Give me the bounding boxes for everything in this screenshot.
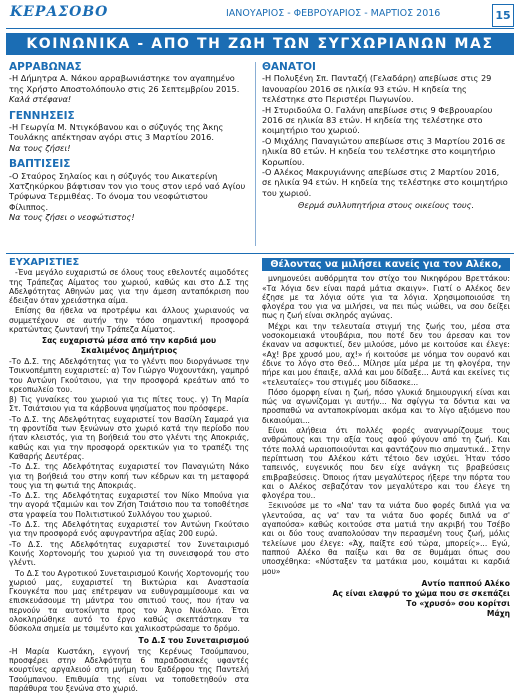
tribute-paragraph: Είναι αλήθεια ότι πολλές φορές αναγνωρίζουμε τους ανθρώπους και την αξία τους αφού φύγουν από τη ζωή. Και τότε πολλά ωραιοποιούνται και φαντάζουν πιο σημαντικά.. Στην περίπτωση του Αλέκου κάτι τέτοιο δεν ισχύει. Ήταν τόσο ταπεινός, ευγενικός που δεν είχε ανάγκη τις βραβεύσεις επιβραβεύσεις. Όποιος ήταν μεγαλύτερος ήξερε την πόρτα του και ο Αλέκος σεβαζόταν τον μεγαλύτερο και του έλεγε τη φλογέρα του..: [262, 426, 510, 501]
column-divider: [255, 62, 256, 246]
thanks-item: -Το Δ.Σ. της Αδελφότητας ευχαριστεί τον Αντώνη Γκούτσιο για την προσφορά ενός αφυγραντήρα αξίας 200 ευρώ.: [9, 520, 249, 539]
tribute-title: Θέλοντας να μιλήσει κανείς για τον Αλέκο,: [262, 258, 510, 271]
engagements-wish: Καλά στέφανα!: [9, 94, 72, 105]
engagements-title: ΑΡΡΑΒΩΝΑΣ: [9, 61, 82, 73]
engagements-text: -Η Δήμητρα Α. Νάκου αρραβωνιάστηκε τον αγαπημένο της Χρήστο Αποστολόπουλο στις 26 Σεπτεμβρίου 2015.: [9, 73, 240, 94]
cooperative-signature: Το Δ.Σ του Συνεταιρισμού: [138, 635, 249, 645]
signature-name: Μάχη: [486, 608, 510, 618]
deaths-title: ΘΑΝΑΤΟΙ: [262, 61, 316, 73]
death-entry: -Η Στυριδούλα Ο. Γαλάνη απεβίωσε στις 9 Φεβρουαρίου 2016 σε ηλικία 83 ετών. Η κηδεία της τελέστηκε στο κοιμητήριο του χωριού.: [262, 104, 493, 136]
engagements-block: [9, 62, 249, 105]
thanks-title: ΕΥΧΑΡΙΣΤΙΕΣ: [9, 257, 80, 268]
page-header: [6, 4, 514, 29]
donation-note: -Η Μαρία Κωστάκη, εγγονή της Κερένως Τσούμπανου, προσφέρει στην Αδελφότητα 6 παραδοσιακές υφαντές κουρτίνες αργαλειού στη μνήμη του ξαδέρφου της Παντελή Τσούμπανου. Επιθυμία της είναι να τοποθετηθούν στα παράθυρα του ξενώνα στο χωριό.: [9, 646, 249, 694]
baptisms-title: ΒΑΠΤΙΣΕΙΣ: [9, 158, 71, 171]
tribute-paragraph: μνημονεύει αυθόρμητα τον στίχο του Νικηφόρου Βρεττάκου: «Τα λόγια δεν είναι παρά μάτια σκαιγν». Γιατί ο Αλέκος δεν έζησε με τα λόγια ούτε για τα λόγια. Χρησιμοποιούσε τη φλογέρα του για να μιλήσει, να πει πώς νιώθει, να σου δείξει πως η ζωή είναι σκληρός αγώνας.: [262, 274, 510, 321]
births-block: [9, 111, 249, 154]
signature-line: Σας ευχαριστώ μέσα από την καρδιά μου: [41, 336, 217, 346]
signature-line: Ας είναι ελαφρύ το χώμα που σε σκεπάζει: [332, 588, 510, 598]
deaths-closing: Θερμά συλλυπητήρια στους οικείους τους.: [297, 200, 475, 211]
baptisms-text: -Ο Σταύρος Σηλαίος και η σύζυγός του Αικατερίνη Χατζηκύρκου βάφτισαν τον γιο τους στον ιερό ναό Αγίου Τρύφωνα Τερμιθέας. Το όνομα του νεοφώτιστου Φίλιππος.: [9, 170, 246, 212]
thanks-signature: [9, 336, 249, 355]
death-entry: -Ο Μιχάλης Παναγιώτου απεβίωσε στις 3 Μαρτίου 2016 σε ηλικία 80 ετών. Η κηδεία του τελέστηκε στο κοιμητήριο Κορωπίου.: [262, 135, 506, 167]
death-entry: -Ο Αλέκος Μακρυγιάννης απεβίωσε στις 2 Μαρτίου 2016, σε ηλικία 94 ετών. Η κηδεία της τελέστηκε στο κοιμητήριο του χωριού.: [262, 167, 508, 198]
births-title: ΓΕΝΝΗΣΕΙΣ: [9, 109, 75, 122]
baptisms-wish: Να τους ζήσει ο νεοφώτιστος!: [9, 212, 135, 223]
births-text: -Η Γεωργία Μ. Ντιγκόβανου και ο σύζυγός της Άκης Τουλάκης απέκτησαν αγόρι στις 3 Μαρτίου 2016.: [9, 122, 224, 143]
thanks-column: [9, 258, 249, 694]
section-banner: ΚΟΙΝΩΝΙΚΑ - ΑΠΟ ΤΗ ΖΩΗ ΤΩΝ ΣΥΓΧΩΡΙΑΝΩΝ ΜΑΣ: [6, 33, 514, 55]
births-wish: Να τους ζήσει!: [9, 142, 71, 153]
signature-name: Σκαλιμένος Δημήτριος: [80, 345, 178, 355]
thanks-paragraph: -Ένα μεγάλο ευχαριστώ σε όλους τους εθελοντές αιμοδότες της Τράπεζας Αίματος του χωριού, καθώς και στο Δ.Σ της Αδελφότητας Αθηνών μας για την άμεση ανταπόκριση που έδειξαν όταν χρειάστηκα αίμα.: [9, 268, 249, 306]
social-left-column: [9, 62, 249, 229]
signature-farewell: Αντίο παππού Αλέκο: [421, 578, 510, 588]
newspaper-name: ΚΕΡΑΣΟΒΟ: [10, 4, 109, 20]
tribute-paragraph: Μέχρι και την τελευταία στιγμή της ζωής του, μέσα στα νοσοκομειακά ντουβάρια, που ποτέ δεν του άρεσαν και τον έκαναν να ασφυκτιεί, δεν μιλούσε, μόνο με κοιτούσε και έλεγε: «Αχ! βρε χρυσό μου, αχ!» ή κοιτούσε με νόημα τον ουρανό και έδινε το λόγο στο Θεό... Μίλησε μία μέρα με τη φλογέρα, την πήρε και μου έπαιξε, αλλά και μου δίδαξε... Αυτά και εκείνες τις «τελευταίες» του στιγμές μου δίδασκε...: [262, 321, 510, 387]
thanks-item: -Το Δ.Σ. της Αδελφότητας ευχαριστεί τον Συνεταιρισμό Κοινής Χορτονομής του χωριού για τη συνεισφορά του στο γλέντι.: [9, 539, 249, 568]
thanks-item: Το Δ.Σ του Αγροτικού Συνεταιρισμού Κοινής Χορτονομής του χωριού μας, ευχαριστεί τη Βικτώρια και Αναστασία Γκουγκέτα που μας επέτρεψαν να ευθυγραμμίσουμε και να επισκευάσουμε τη μάντρα του σπιτιού τους, που ήταν να περνούν τα αυτοκίνητα προς τον Άγιο Νικόλαο. Έτσι ολοκληρώθηκε αυτό το έργο καθώς σκεπτάστηκαν τα δύσκολα σημεία με τσιμέντο και χαλικοστρώσαμε το δρόμο.: [9, 568, 249, 634]
death-entry: -Η Πολυξένη Σπ. Πανταζή (Γελαδάρη) απεβίωσε στις 29 Ιανουαρίου 2016 σε ηλικία 93 ετών. Η κηδεία της τελέστηκε στο Περιστέρι Πωγωνίου.: [262, 73, 492, 105]
page-number: 15: [492, 4, 514, 27]
tribute-signature: [262, 579, 510, 619]
thanks-item: -Το Δ.Σ. της Αδελφότητας ευχαριστεί τον Βασίλη Σαμαρά για τη φροντίδα των ξενώνων στο χωριό κατά την περίοδο που ήταν κλειστός, για τη βοήθειά του στο γλέντι της Αποκριάς, καθώς και για την προσφορά ορεκτικών για το τραπέζι της Καθαρής Δευτέρας.: [9, 414, 249, 461]
deaths-column: [262, 62, 510, 211]
tribute-paragraph: Ξεκινούσε με το «Να' ταν τα νιάτα δυο φορές διπλά για να γλεντούσα, ας να' ταν τα νιάτα δυο φορές διπλά να σ' αγαπούσα» καθώς κοιτούσε στα ματιά την ακριβή του Τσέβο και οι δύο τους αναπολούσαν την περασμένη τους ζωή, μόλις τελείωνε μου έλεγε: «Άχ, παίξτε εσύ τώρα, μπορείς»... Εγώ, παππού Αλέκο θα παίξω και θα σε θυμάμαι όπως σου υποσχέθηκα: «Νύσταξεν τα ματάκια μου, κοιμάται κι καρδιά μου»: [262, 501, 510, 576]
baptisms-block: [9, 159, 249, 222]
thanks-paragraph: Επίσης θα ήθελα να προτρέψω και άλλους χωριανούς να συμμετέχουν σε αυτήν την τόσο σημαντική προσφορά κρατώντας ζωντανή την Τράπεζα Αίματος.: [9, 306, 249, 335]
issue-date: ΙΑΝΟΥΑΡΙΟΣ - ΦΕΒΡΟΥΑΡΙΟΣ - ΜΑΡΤΙΟΣ 2016: [226, 8, 441, 19]
section-divider: [6, 253, 514, 254]
tribute-paragraph: Πόσο όμορφη είναι η ζωή, πόσο γλυκιά δημιουργική είναι και πώς να αγωνίζομαι γι αυτήν... Να σφίγγω τα δόντια και να προσπαθώ να ανταποκρίνομαι ακόμα και το λίγο αξιόμενο που δικαιούμαι...: [262, 387, 510, 425]
thanks-item: -Το Δ.Σ. της Αδελφότητας ευχαριστεί τον Παναγιώτη Νάκο για τη βοήθειά του στην κοπή των κέδρων και τη μεταφορά τους για τη φωτιά της Αποκριάς.: [9, 462, 249, 490]
thanks-item: -Το Δ.Σ. της Αδελφότητας για το γλέντι που διοργάνωσε την Τσικνοπέμπτη ευχαριστεί: α) Τον Γιώργο Ψυχουντάκη, γαμπρό του Αντώνη Γκούτσιου, για την προσφορά κρεάτων από το κρεοπωλείο του.: [9, 356, 249, 394]
thanks-item: β) Τις γυναίκες του χωριού για τις πίτες τους. γ) Τη Μαρία Στ. Τσιάτσιου για τα κάρβουνα ψησίματος που πρόσφερε.: [9, 395, 249, 414]
signature-line: Το «χρυσό» σου κορίτσι: [406, 598, 510, 608]
tribute-column: [262, 258, 510, 619]
thanks-item: -Το Δ.Σ. της Αδελφότητας ευχαριστεί τον Νίκο Μπούνα για την αγορά τζαμιών και τον Ζήση Τσιάτσιο που τα τοποθέτησε στα γραφεία του Πολιτιστικού Συλλόγου του χωριού.: [9, 491, 249, 519]
